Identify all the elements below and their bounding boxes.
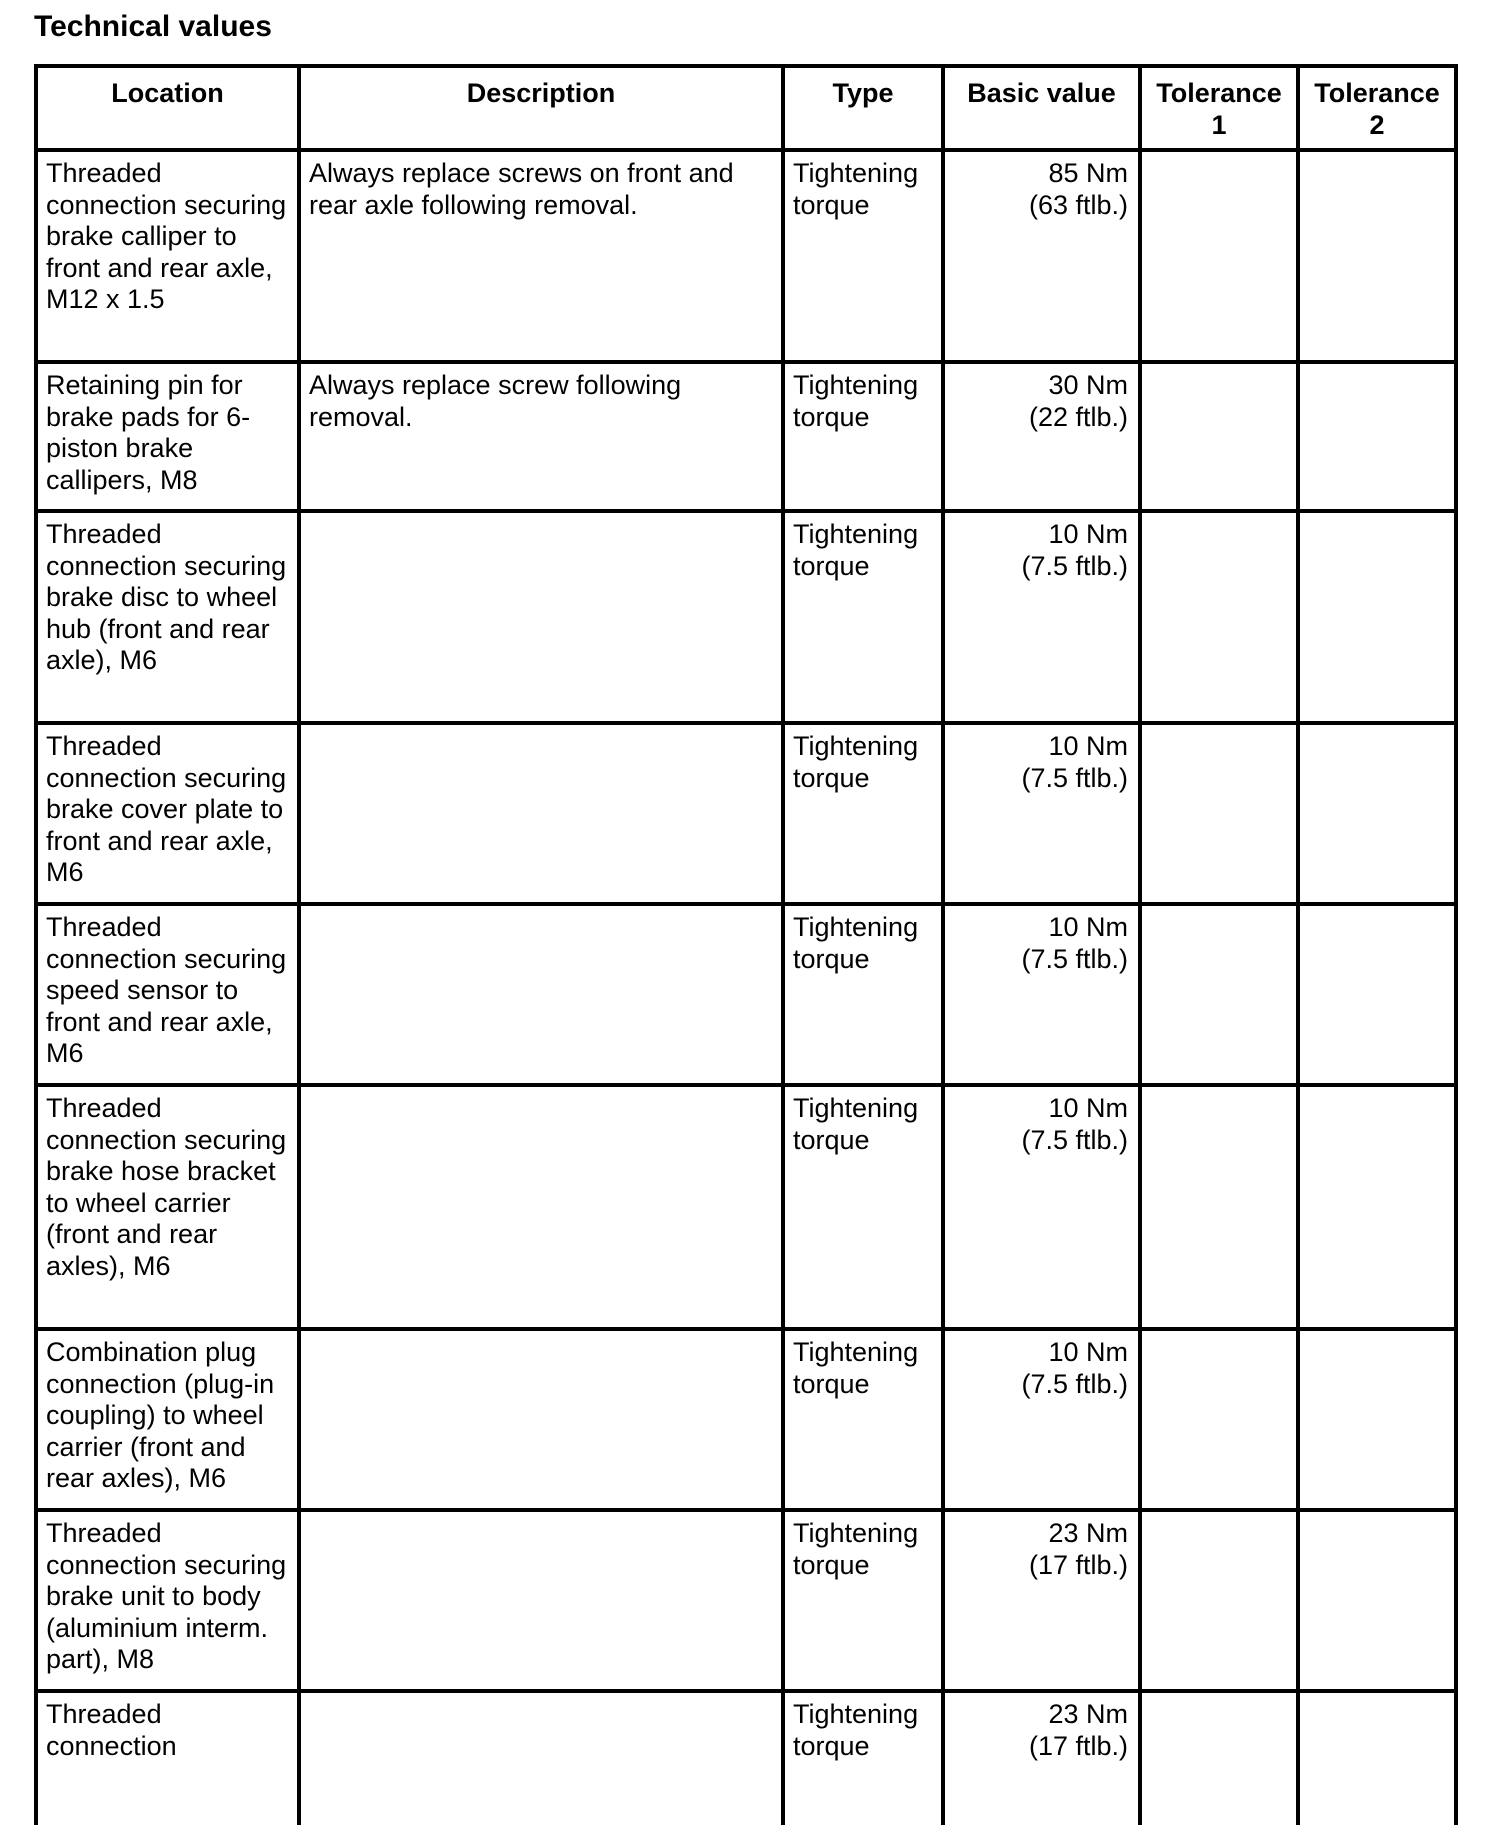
table-row	[36, 1510, 1456, 1691]
basic-value-cell	[943, 150, 1140, 362]
tolerance-1-cell	[1140, 1329, 1298, 1510]
description-cell	[299, 1691, 783, 1825]
header-description: Description	[299, 66, 783, 150]
table-row	[36, 1085, 1456, 1329]
value-nm: 10 Nm	[1048, 519, 1128, 549]
basic-value-cell	[943, 1329, 1140, 1510]
table-row	[36, 1691, 1456, 1825]
tolerance-1-cell	[1140, 1085, 1298, 1329]
value-ftlb: (7.5 ftlb.)	[1021, 550, 1128, 581]
basic-value-cell	[943, 511, 1140, 723]
type-cell: Tightening torque	[783, 1329, 943, 1510]
value-nm: 23 Nm	[1048, 1518, 1128, 1548]
tolerance-1-cell	[1140, 1510, 1298, 1691]
value-nm: 10 Nm	[1048, 731, 1128, 761]
location-cell: Threaded connection securing speed sensor to front and rear axle, M6	[36, 904, 299, 1085]
value-ftlb: (7.5 ftlb.)	[1021, 762, 1128, 793]
location-cell: Combination plug connection (plug-in coupling) to wheel carrier (front and rear axles), M6	[36, 1329, 299, 1510]
basic-value-cell	[943, 1085, 1140, 1329]
technical-values-table	[34, 64, 1458, 1825]
tolerance-2-cell	[1298, 362, 1456, 511]
location-cell: Retaining pin for brake pads for 6-piston brake callipers, M8	[36, 362, 299, 511]
basic-value-cell	[943, 723, 1140, 904]
tolerance-2-cell	[1298, 1085, 1456, 1329]
table-row	[36, 1329, 1456, 1510]
tolerance-2-cell	[1298, 1510, 1456, 1691]
tolerance-1-cell	[1140, 511, 1298, 723]
table-header-row	[36, 66, 1456, 150]
type-cell: Tightening torque	[783, 511, 943, 723]
type-cell: Tightening torque	[783, 1085, 943, 1329]
header-location: Location	[36, 66, 299, 150]
tolerance-2-cell	[1298, 1329, 1456, 1510]
table-row	[36, 150, 1456, 362]
tolerance-1-cell	[1140, 362, 1298, 511]
value-ftlb: (7.5 ftlb.)	[1021, 943, 1128, 974]
tolerance-1-cell	[1140, 723, 1298, 904]
table-row	[36, 362, 1456, 511]
location-cell: Threaded connection securing brake calliper to front and rear axle, M12 x 1.5	[36, 150, 299, 362]
value-ftlb: (22 ftlb.)	[1028, 401, 1128, 432]
type-cell: Tightening torque	[783, 1510, 943, 1691]
table-row	[36, 723, 1456, 904]
description-cell: Always replace screws on front and rear axle following removal.	[299, 150, 783, 362]
description-cell	[299, 1085, 783, 1329]
header-tolerance-2: Tolerance 2	[1298, 66, 1456, 150]
header-type: Type	[783, 66, 943, 150]
description-cell	[299, 723, 783, 904]
location-cell: Threaded connection securing brake unit to body (aluminium interm. part), M8	[36, 1510, 299, 1691]
value-nm: 23 Nm	[1048, 1699, 1128, 1729]
description-cell	[299, 1329, 783, 1510]
basic-value-cell	[943, 362, 1140, 511]
type-cell: Tightening torque	[783, 904, 943, 1085]
value-nm: 10 Nm	[1048, 1337, 1128, 1367]
value-nm: 30 Nm	[1048, 370, 1128, 400]
table-row	[36, 511, 1456, 723]
basic-value-cell	[943, 1691, 1140, 1825]
basic-value-cell	[943, 904, 1140, 1085]
table-row	[36, 904, 1456, 1085]
tolerance-1-cell	[1140, 904, 1298, 1085]
value-ftlb: (7.5 ftlb.)	[1021, 1124, 1128, 1155]
tolerance-1-cell	[1140, 1691, 1298, 1825]
tolerance-2-cell	[1298, 1691, 1456, 1825]
header-basic-value: Basic value	[943, 66, 1140, 150]
description-cell	[299, 1510, 783, 1691]
value-nm: 10 Nm	[1048, 912, 1128, 942]
tolerance-2-cell	[1298, 723, 1456, 904]
value-ftlb: (17 ftlb.)	[1028, 1730, 1128, 1761]
location-cell: Threaded connection	[36, 1691, 299, 1825]
description-cell: Always replace screw following removal.	[299, 362, 783, 511]
description-cell	[299, 904, 783, 1085]
value-nm: 85 Nm	[1048, 158, 1128, 188]
type-cell: Tightening torque	[783, 150, 943, 362]
location-cell: Threaded connection securing brake cover plate to front and rear axle, M6	[36, 723, 299, 904]
type-cell: Tightening torque	[783, 362, 943, 511]
value-ftlb: (17 ftlb.)	[1028, 1549, 1128, 1580]
type-cell: Tightening torque	[783, 723, 943, 904]
page-title: Technical values	[34, 10, 272, 43]
value-ftlb: (63 ftlb.)	[1028, 189, 1128, 220]
tolerance-2-cell	[1298, 904, 1456, 1085]
tolerance-2-cell	[1298, 511, 1456, 723]
tolerance-1-cell	[1140, 150, 1298, 362]
type-cell: Tightening torque	[783, 1691, 943, 1825]
tolerance-2-cell	[1298, 150, 1456, 362]
description-cell	[299, 511, 783, 723]
header-tolerance-1: Tolerance 1	[1140, 66, 1298, 150]
location-cell: Threaded connection securing brake hose bracket to wheel carrier (front and rear axles), M6	[36, 1085, 299, 1329]
basic-value-cell	[943, 1510, 1140, 1691]
location-cell: Threaded connection securing brake disc to wheel hub (front and rear axle), M6	[36, 511, 299, 723]
value-nm: 10 Nm	[1048, 1093, 1128, 1123]
value-ftlb: (7.5 ftlb.)	[1021, 1368, 1128, 1399]
